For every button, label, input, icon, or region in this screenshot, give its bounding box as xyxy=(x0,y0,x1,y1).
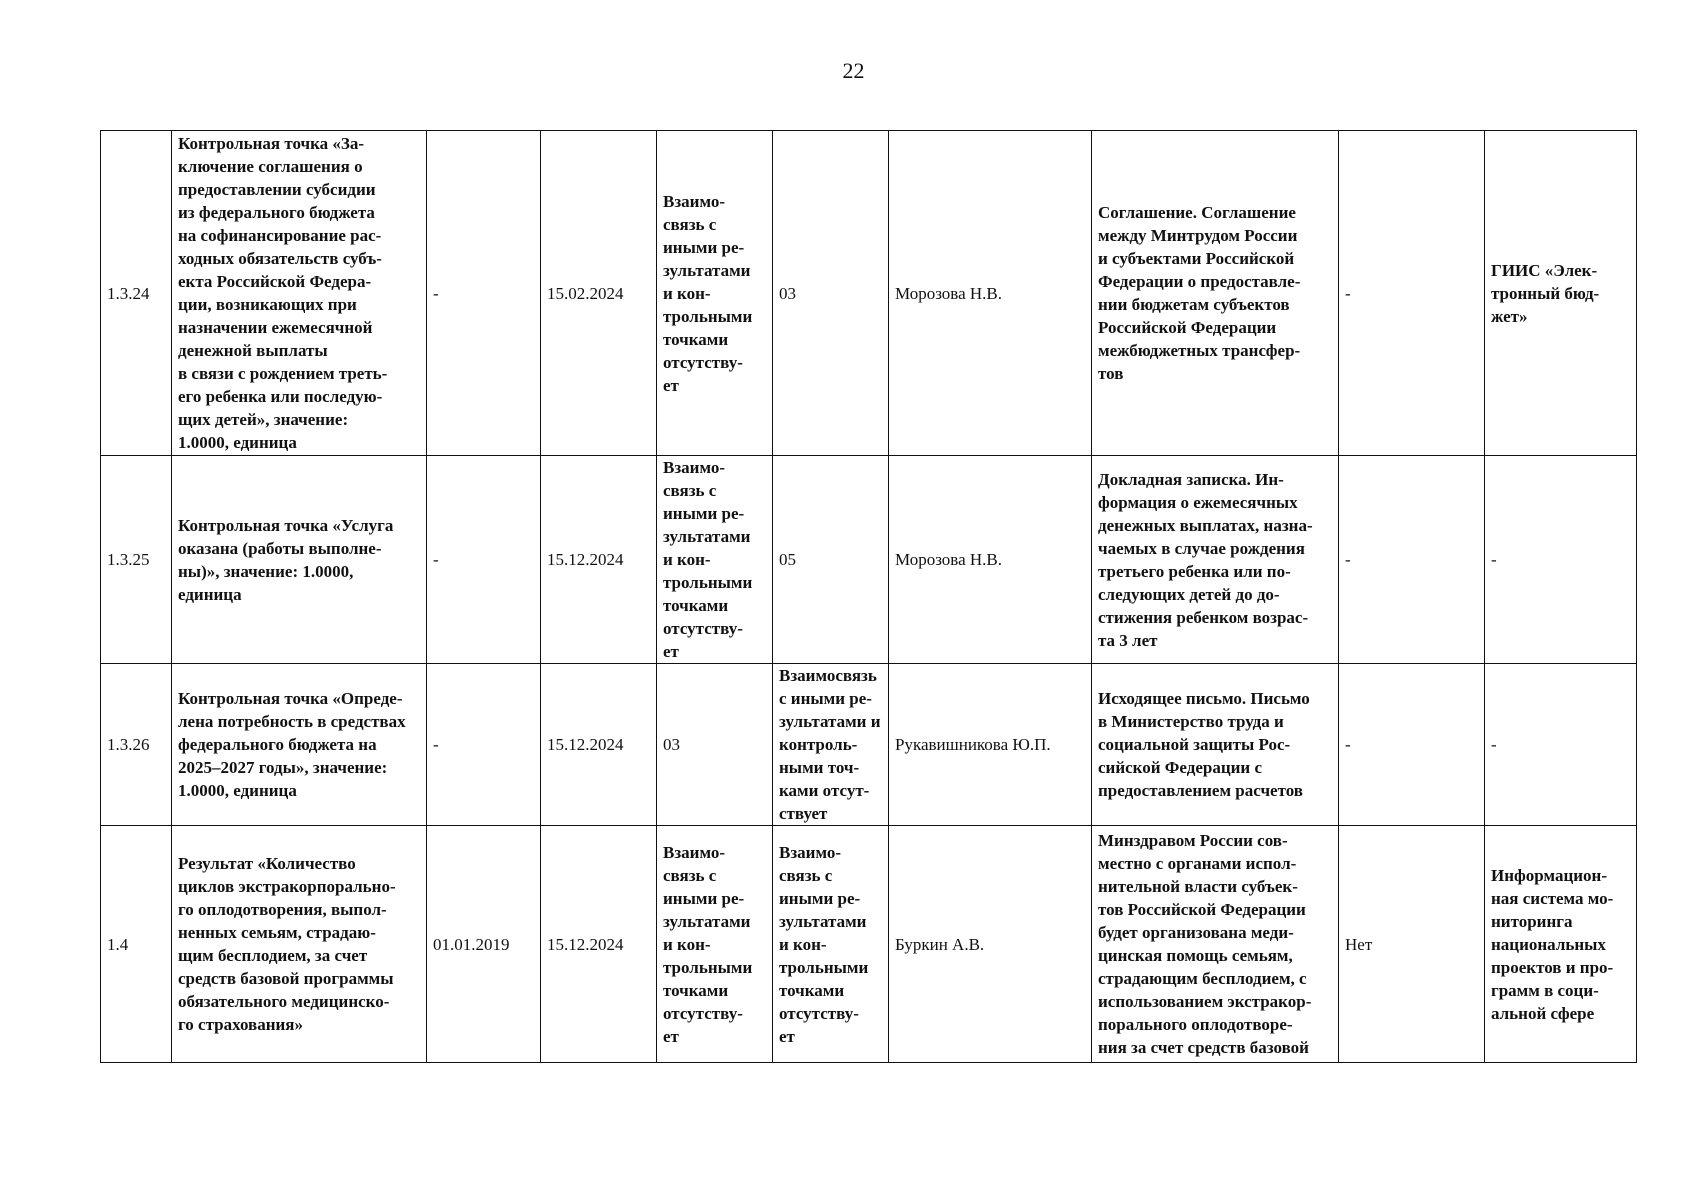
relation-note: Взаимо- связь с иными ре- зультатами и кон- трольными точками отсутству- ет xyxy=(657,456,773,664)
row-number: 1.3.24 xyxy=(101,131,172,456)
end-date: 15.12.2024 xyxy=(541,664,657,826)
responsible-person: Рукавишникова Ю.П. xyxy=(889,664,1092,826)
table-row xyxy=(101,826,1637,1063)
start-date: 01.01.2019 xyxy=(427,826,541,1063)
code: 03 xyxy=(773,131,889,456)
flag: - xyxy=(1339,456,1485,664)
end-date: 15.12.2024 xyxy=(541,456,657,664)
code: 05 xyxy=(773,456,889,664)
control-point-name: Контрольная точка «Услуга оказана (работы выполне- ны)», значение: 1.0000, единица xyxy=(172,456,427,664)
flag: - xyxy=(1339,664,1485,826)
relation-note: Взаимо- связь с иными ре- зультатами и кон- трольными точками отсутству- ет xyxy=(657,826,773,1063)
start-date: - xyxy=(427,131,541,456)
document-description: Исходящее письмо. Письмо в Министерство труда и социальной защиты Рос- сийской Федерации с предоставлением расчетов xyxy=(1092,664,1339,826)
flag: Нет xyxy=(1339,826,1485,1063)
row-number: 1.3.25 xyxy=(101,456,172,664)
relation-note: Взаимосвязь с иными ре- зультатами и контроль- ными точ- ками отсут- ствует xyxy=(773,664,889,826)
information-system: - xyxy=(1485,456,1637,664)
end-date: 15.02.2024 xyxy=(541,131,657,456)
responsible-person: Морозова Н.В. xyxy=(889,131,1092,456)
relation-note-2: Взаимо- связь с иными ре- зультатами и кон- трольными точками отсутству- ет xyxy=(773,826,889,1063)
control-points-table xyxy=(100,130,1637,1063)
end-date: 15.12.2024 xyxy=(541,826,657,1063)
information-system: ГИИС «Элек- тронный бюд- жет» xyxy=(1485,131,1637,456)
document-description xyxy=(1092,826,1339,1063)
flag: - xyxy=(1339,131,1485,456)
document-text: Минздравом России сов- местно с органами испол- нительной власти субъек- тов Российской Федерации будет организована меди- цинская помощь семьям, страдающим бесплодием, с использованием экстракор- порального оплодотворе- ния за счет средств базовой xyxy=(1098,831,1312,1057)
information-system: - xyxy=(1485,664,1637,826)
document-description: Соглашение. Соглашение между Минтрудом России и субъектами Российской Федерации о предоставле- нии бюджетам субъектов Российской Федерации межбюджетных трансфер- тов xyxy=(1092,131,1339,456)
responsible-person: Буркин А.В. xyxy=(889,826,1092,1063)
start-date: - xyxy=(427,664,541,826)
start-date: - xyxy=(427,456,541,664)
code: 03 xyxy=(657,664,773,826)
control-point-name: Контрольная точка «За- ключение соглашения о предоставлении субсидии из федерального бюджета на софинансирование рас- ходных обязательств субъ- екта Российской Федера- ции, возникающих при назначении ежемесячной денежной выплаты в связи с рождением треть- его ребенка или последую- щих детей», значение: 1.0000, единица xyxy=(172,131,427,456)
row-number: 1.4 xyxy=(101,826,172,1063)
relation-note: Взаимо- связь с иными ре- зультатами и кон- трольными точками отсутству- ет xyxy=(657,131,773,456)
responsible-person: Морозова Н.В. xyxy=(889,456,1092,664)
page-number: 22 xyxy=(842,58,865,83)
control-point-name: Контрольная точка «Опреде- лена потребность в средствах федерального бюджета на 2025–2027 годы», значение: 1.0000, единица xyxy=(172,664,427,826)
table-row xyxy=(101,664,1637,826)
document-description: Докладная записка. Ин- формация о ежемесячных денежных выплатах, назна- чаемых в случае рождения третьего ребенка или по- следующих детей до до- стижения ребенком возрас- та 3 лет xyxy=(1092,456,1339,664)
row-number: 1.3.26 xyxy=(101,664,172,826)
result-name: Результат «Количество циклов экстракорпорально- го оплодотворения, выпол- ненных семьям, страдаю- щим бесплодием, за счет средств базовой программы обязательного медицинско- го страхования» xyxy=(172,826,427,1063)
table-row xyxy=(101,131,1637,456)
table-row xyxy=(101,456,1637,664)
information-system: Информацион- ная система мо- ниторинга национальных проектов и про- грамм в соци- альной сфере xyxy=(1485,826,1637,1063)
